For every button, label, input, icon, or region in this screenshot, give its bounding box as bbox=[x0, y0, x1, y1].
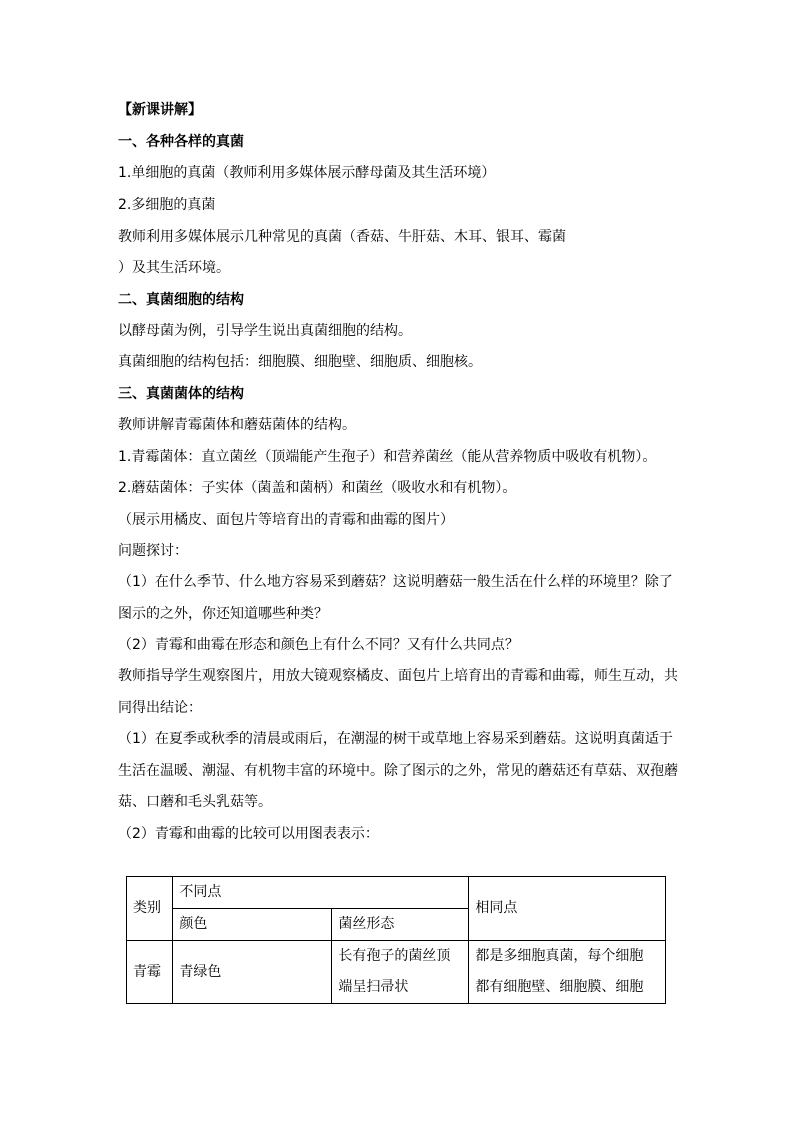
paragraph-line: 1.青霉菌体：直立菌丝（顶端能产生孢子）和营养菌丝（能从营养物质中吸收有机物）。 bbox=[118, 449, 657, 465]
similarity-header-cell: 相同点 bbox=[469, 877, 666, 941]
table-row bbox=[127, 877, 666, 909]
paragraph-line: 教师利用多媒体展示几种常见的真菌（香菇、牛肝菇、木耳、银耳、霉菌 bbox=[118, 229, 566, 245]
paragraph-line: ）及其生活环境。 bbox=[118, 260, 230, 276]
paragraph-line: 图示的之外，你还知道哪些种类？ bbox=[118, 606, 328, 622]
paragraph-line: 教师讲解青霉菌体和蘑菇菌体的结构。 bbox=[118, 417, 356, 433]
hypha-line: 端呈扫帚状 bbox=[338, 979, 409, 995]
similarity-line: 都是多细胞真菌，每个细胞 bbox=[475, 948, 644, 964]
color-cell: 青绿色 bbox=[173, 941, 332, 1004]
paragraph-line: 菇、口蘑和毛头乳菇等。 bbox=[118, 794, 272, 810]
paragraph-line: 2.多细胞的真菌 bbox=[118, 197, 216, 213]
similarity-cell bbox=[469, 941, 666, 1004]
paragraph-line: （2）青霉和曲霉在形态和颜色上有什么不同？又有什么共同点？ bbox=[118, 637, 519, 653]
paragraph-line: （1）在什么季节、什么地方容易采到蘑菇？这说明蘑菇一般生活在什么样的环境里？除了 bbox=[118, 574, 673, 590]
hypha-line: 长有孢子的菌丝顶 bbox=[338, 948, 451, 964]
similarity-line: 都有细胞壁、细胞膜、细胞 bbox=[475, 979, 644, 995]
paragraph-line: 以酵母菌为例，引导学生说出真菌细胞的结构。 bbox=[118, 323, 412, 339]
section-heading-cell-structure: 二、真菌细胞的结构 bbox=[118, 292, 244, 308]
paragraph-line: （展示用橘皮、面包片等培育出的青霉和曲霉的图片） bbox=[118, 512, 454, 528]
category-header-cell: 类别 bbox=[127, 877, 173, 941]
hypha-header-cell: 菌丝形态 bbox=[332, 909, 469, 941]
section-heading-new-lesson: 【新课讲解】 bbox=[118, 102, 202, 118]
paragraph-line: 真菌细胞的结构包括：细胞膜、细胞壁、细胞质、细胞核。 bbox=[118, 354, 482, 370]
comparison-table bbox=[126, 876, 666, 1004]
paragraph-line: 2.蘑菇菌体：子实体（菌盖和菌柄）和菌丝（吸收水和有机物）。 bbox=[118, 480, 517, 496]
table-row bbox=[127, 941, 666, 1004]
color-header-cell: 颜色 bbox=[173, 909, 332, 941]
paragraph-line: （1）在夏季或秋季的清晨或雨后，在潮湿的树干或草地上容易采到蘑菇。这说明真菌适于 bbox=[118, 731, 673, 747]
paragraph-line: （2）青霉和曲霉的比较可以用图表表示： bbox=[118, 826, 379, 842]
paragraph-line: 1.单细胞的真菌（教师利用多媒体展示酵母菌及其生活环境） bbox=[118, 165, 496, 181]
section-heading-fungi-types: 一、各种各样的真菌 bbox=[118, 134, 244, 150]
row-name-cell: 青霉 bbox=[127, 941, 173, 1004]
paragraph-line: 生活在温暖、潮湿、有机物丰富的环境中。除了图示的之外，常见的蘑菇还有草菇、双孢蘑 bbox=[118, 763, 678, 779]
paragraph-line: 同得出结论： bbox=[118, 700, 202, 716]
section-heading-body-structure: 三、真菌菌体的结构 bbox=[118, 386, 244, 402]
difference-header-cell: 不同点 bbox=[173, 877, 469, 909]
paragraph-line: 教师指导学生观察图片，用放大镜观察橘皮、面包片上培育出的青霉和曲霉，师生互动，共 bbox=[118, 668, 678, 684]
paragraph-line: 问题探讨： bbox=[118, 543, 188, 559]
hypha-cell bbox=[332, 941, 469, 1004]
